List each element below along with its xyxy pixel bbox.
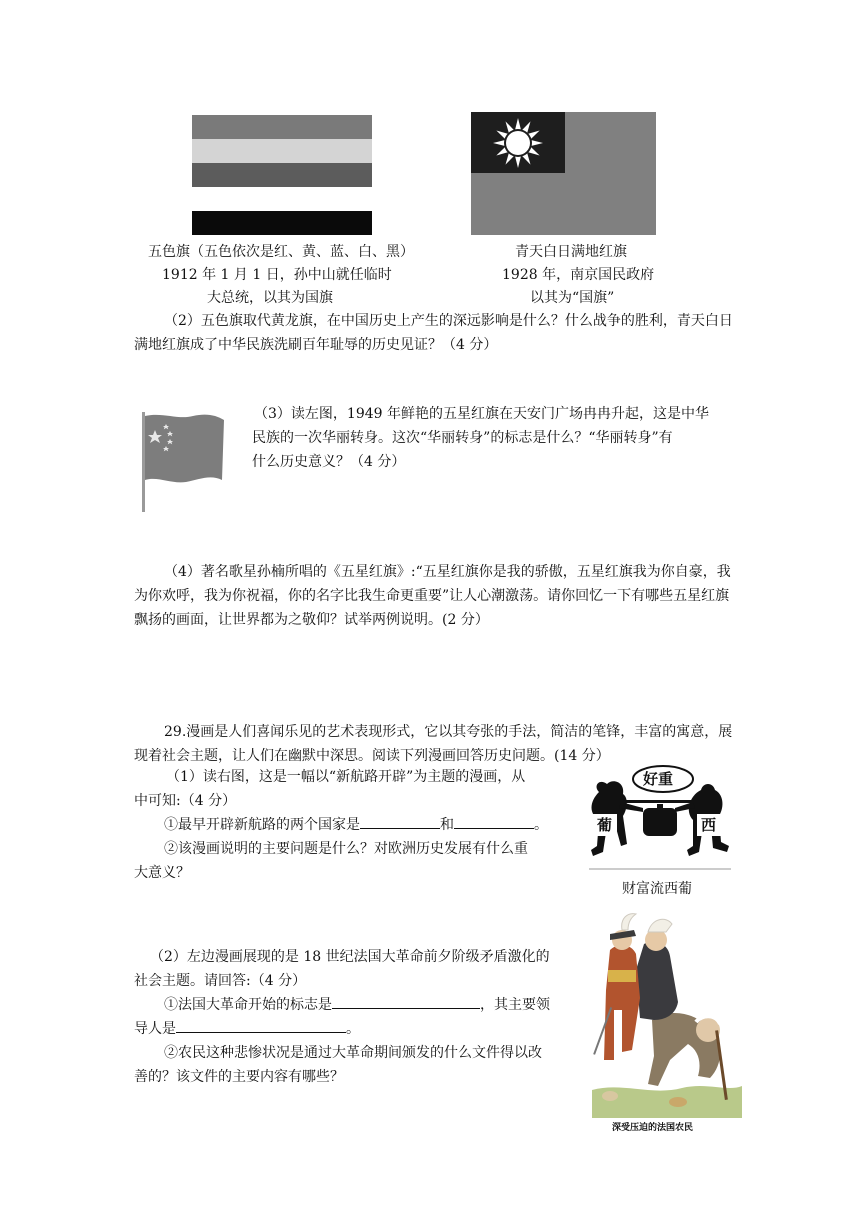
q29-part2-item2-line1: ②农民这种悲惨状况是通过大革命期间颁发的什么文件得以改 xyxy=(164,1045,542,1061)
five-color-caption-1: 五色旗（五色依次是红、黄、蓝、白、黑） xyxy=(148,244,414,260)
q29-part1-line2: 中可知:（4 分） xyxy=(134,793,237,809)
q29-part2-item1-line2 xyxy=(134,1017,360,1041)
q29-part1-item1-middle: 和 xyxy=(440,817,454,833)
q29-part1-item1 xyxy=(164,813,548,837)
qingtian-caption-3: 以其为“国旗” xyxy=(530,290,615,306)
five-color-flag xyxy=(192,115,372,235)
q29-part2-line2: 社会主题。请回答:（4 分） xyxy=(134,973,307,989)
five-star-red-flag xyxy=(138,410,228,513)
question-29-intro: 29.漫画是人们喜闻乐见的艺术表现形式，它以其夸张的手法，简洁的笔锋，丰富的寓意，展现着社会主题，让人们在幽默中深思。阅读下列漫画回答历史问题。(14 分） xyxy=(134,724,733,764)
q29-part2-line1: （2）左边漫画展现的是 18 世纪法国大革命前夕阶级矛盾激化的 xyxy=(150,949,550,965)
q29-part2-item1 xyxy=(164,993,550,1017)
five-color-caption-3: 大总统，以其为国旗 xyxy=(207,290,333,306)
qingtian-flag xyxy=(471,112,656,235)
q29-part2-item2-line2: 善的？该文件的主要内容有哪些？ xyxy=(134,1069,344,1085)
new-route-cartoon xyxy=(585,764,735,876)
answer-blank-country-1[interactable] xyxy=(360,813,440,829)
answer-blank-revolution-leader[interactable] xyxy=(176,1017,346,1033)
french-peasant-cartoon-caption: 深受压迫的法国农民 xyxy=(612,1123,694,1133)
question-3-line-3: 什么历史意义？（4 分） xyxy=(252,454,406,470)
question-3-line-2: 民族的一次华丽转身。这次“华丽转身”的标志是什么？“华丽转身”有 xyxy=(252,430,673,446)
q29-part2-item1-line2-prefix: 导人是 xyxy=(134,1021,176,1037)
q29-part1-item1-suffix: 。 xyxy=(534,817,548,833)
q29-part1-line1: （1）读右图，这是一幅以“新航路开辟”为主题的漫画，从 xyxy=(166,769,526,785)
q29-part2-item1-prefix: ①法国大革命开始的标志是 xyxy=(164,997,332,1013)
q29-part1-item2-line1: ②该漫画说明的主要问题是什么？对欧洲历史发展有什么重 xyxy=(164,841,528,857)
q29-part2-item1-suffix: ，其主要领 xyxy=(480,997,550,1013)
five-color-caption-2: 1912 年 1 月 1 日，孙中山就任临时 xyxy=(162,267,392,283)
new-route-cartoon-caption: 财富流西葡 xyxy=(622,881,692,897)
french-peasant-cartoon xyxy=(592,910,742,1118)
cartoon-label-spain: 西 xyxy=(701,816,717,834)
question-4: （4）著名歌星孙楠所唱的《五星红旗》:“五星红旗你是我的骄傲，五星红旗我为你自豪，我为你欢呼，我为你祝福，你的名字比我生命更重要”让人心潮激荡。请你回忆一下有哪些五星红旗飘扬的画面，让世界都为之敬仰？试举两例说明。(2 分） xyxy=(134,564,731,628)
question-2: （2）五色旗取代黄龙旗，在中国历史上产生的深远影响是什么？什么战争的胜利，青天白日满地红旗成了中华民族洗刷百年耻辱的历史见证？（4 分） xyxy=(134,313,733,353)
question-3-line-1: （3）读左图，1949 年鲜艳的五星红旗在天安门广场冉冉升起，这是中华 xyxy=(254,406,709,422)
q29-part1-item1-prefix: ①最早开辟新航路的两个国家是 xyxy=(164,817,360,833)
q29-part2-item1-line2-suffix: 。 xyxy=(346,1021,360,1037)
cartoon-bubble-text: 好重 xyxy=(643,770,674,788)
q29-part1-item2-line2: 大意义？ xyxy=(134,865,190,881)
qingtian-caption-1: 青天白日满地红旗 xyxy=(515,244,627,260)
answer-blank-revolution-start[interactable] xyxy=(332,993,480,1009)
answer-blank-country-2[interactable] xyxy=(454,813,534,829)
cartoon-label-portugal: 葡 xyxy=(597,816,613,834)
qingtian-caption-2: 1928 年，南京国民政府 xyxy=(502,267,655,283)
